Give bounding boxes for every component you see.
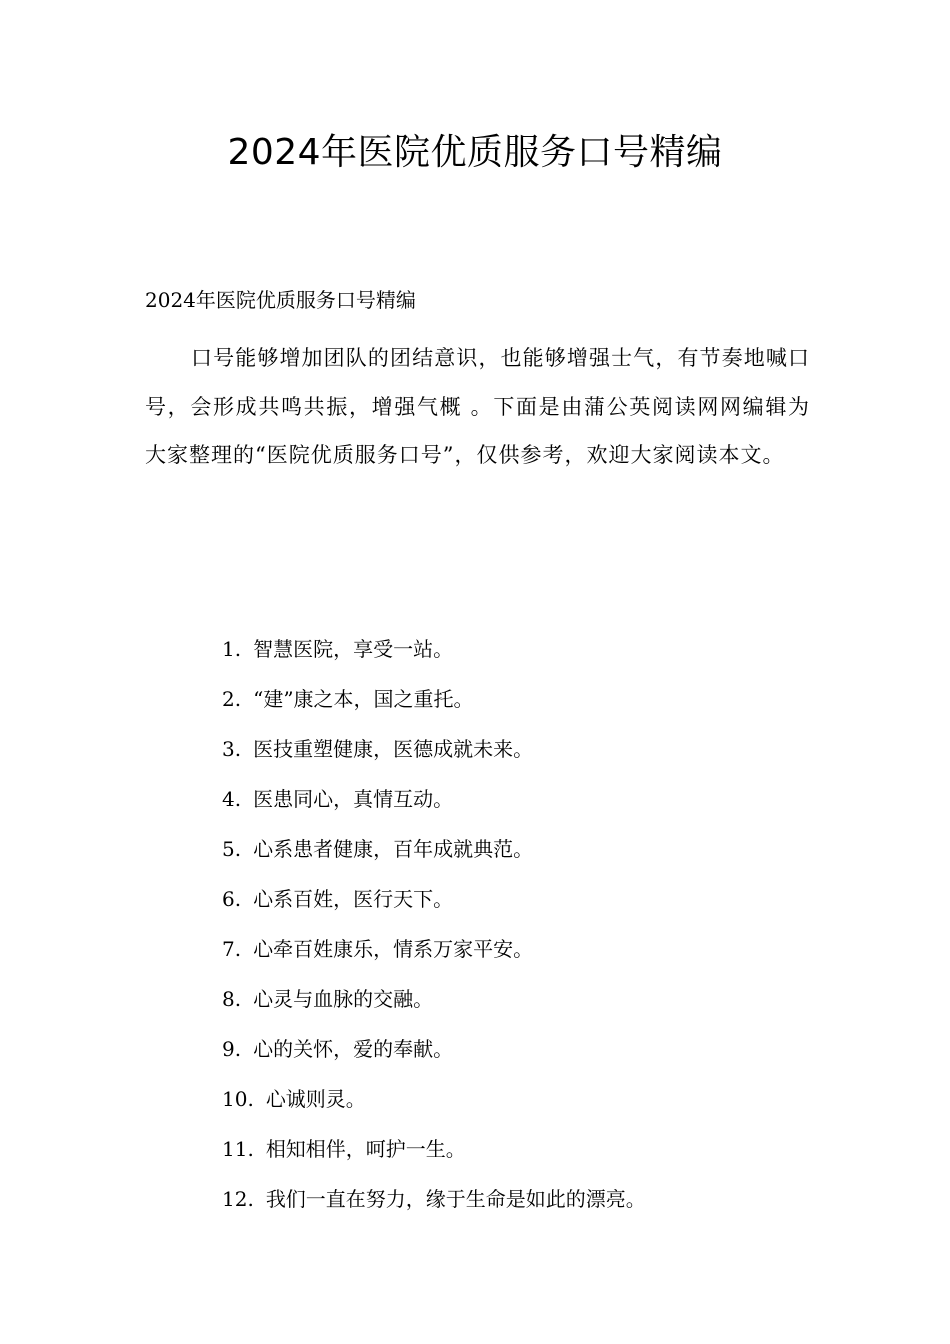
slogan-number: 6. — [222, 887, 242, 911]
slogan-number: 12. — [222, 1187, 254, 1211]
slogan-item — [222, 732, 862, 782]
slogan-item — [222, 832, 862, 882]
slogan-item — [222, 1132, 862, 1182]
slogan-item — [222, 632, 862, 682]
slogan-item — [222, 782, 862, 832]
slogan-number: 8. — [222, 987, 242, 1011]
slogan-number: 11. — [222, 1137, 254, 1161]
document-title: 2024年医院优质服务口号精编 — [227, 132, 723, 173]
document-subtitle: 2024年医院优质服务口号精编 — [145, 288, 416, 312]
slogan-number: 9. — [222, 1037, 242, 1061]
slogan-item — [222, 982, 862, 1032]
slogan-number: 4. — [222, 787, 242, 811]
intro-paragraph: 口号能够增加团队的团结意识，也能够增强士气，有节奏地喊口号，会形成共鸣共振，增强气概 。下面是由蒲公英阅读网网编辑为大家整理的“医院优质服务口号”，仅供参考，欢迎大家阅读本文。 — [145, 346, 810, 467]
slogan-text: 心系患者健康，百年成就典范。 — [253, 837, 534, 861]
slogan-text: 心的关怀，爱的奉献。 — [253, 1037, 454, 1061]
slogan-item — [222, 1032, 862, 1082]
slogan-text: 心灵与血脉的交融。 — [253, 987, 434, 1011]
slogan-text: 相知相伴，呵护一生。 — [265, 1137, 466, 1161]
slogan-number: 10. — [222, 1087, 254, 1111]
slogan-text: 我们一直在努力，缘于生命是如此的漂亮。 — [265, 1187, 646, 1211]
slogan-item — [222, 1182, 862, 1232]
slogan-number: 2. — [222, 687, 242, 711]
slogan-number: 3. — [222, 737, 242, 761]
slogan-text: 心牵百姓康乐，情系万家平安。 — [253, 937, 534, 961]
slogan-item — [222, 682, 862, 732]
slogan-text: 医技重塑健康，医德成就未来。 — [253, 737, 534, 761]
slogan-item — [222, 882, 862, 932]
slogan-text: 心系百姓，医行天下。 — [253, 887, 454, 911]
slogan-text: 医患同心，真情互动。 — [253, 787, 454, 811]
slogan-item — [222, 932, 862, 982]
slogan-text: 智慧医院，享受一站。 — [253, 637, 454, 661]
slogan-number: 7. — [222, 937, 242, 961]
slogan-number: 1. — [222, 637, 242, 661]
slogan-item — [222, 1082, 862, 1132]
slogan-text: “建”康之本，国之重托。 — [253, 687, 474, 711]
slogan-number: 5. — [222, 837, 242, 861]
slogan-text: 心诚则灵。 — [265, 1087, 366, 1111]
slogan-list — [222, 632, 862, 1232]
